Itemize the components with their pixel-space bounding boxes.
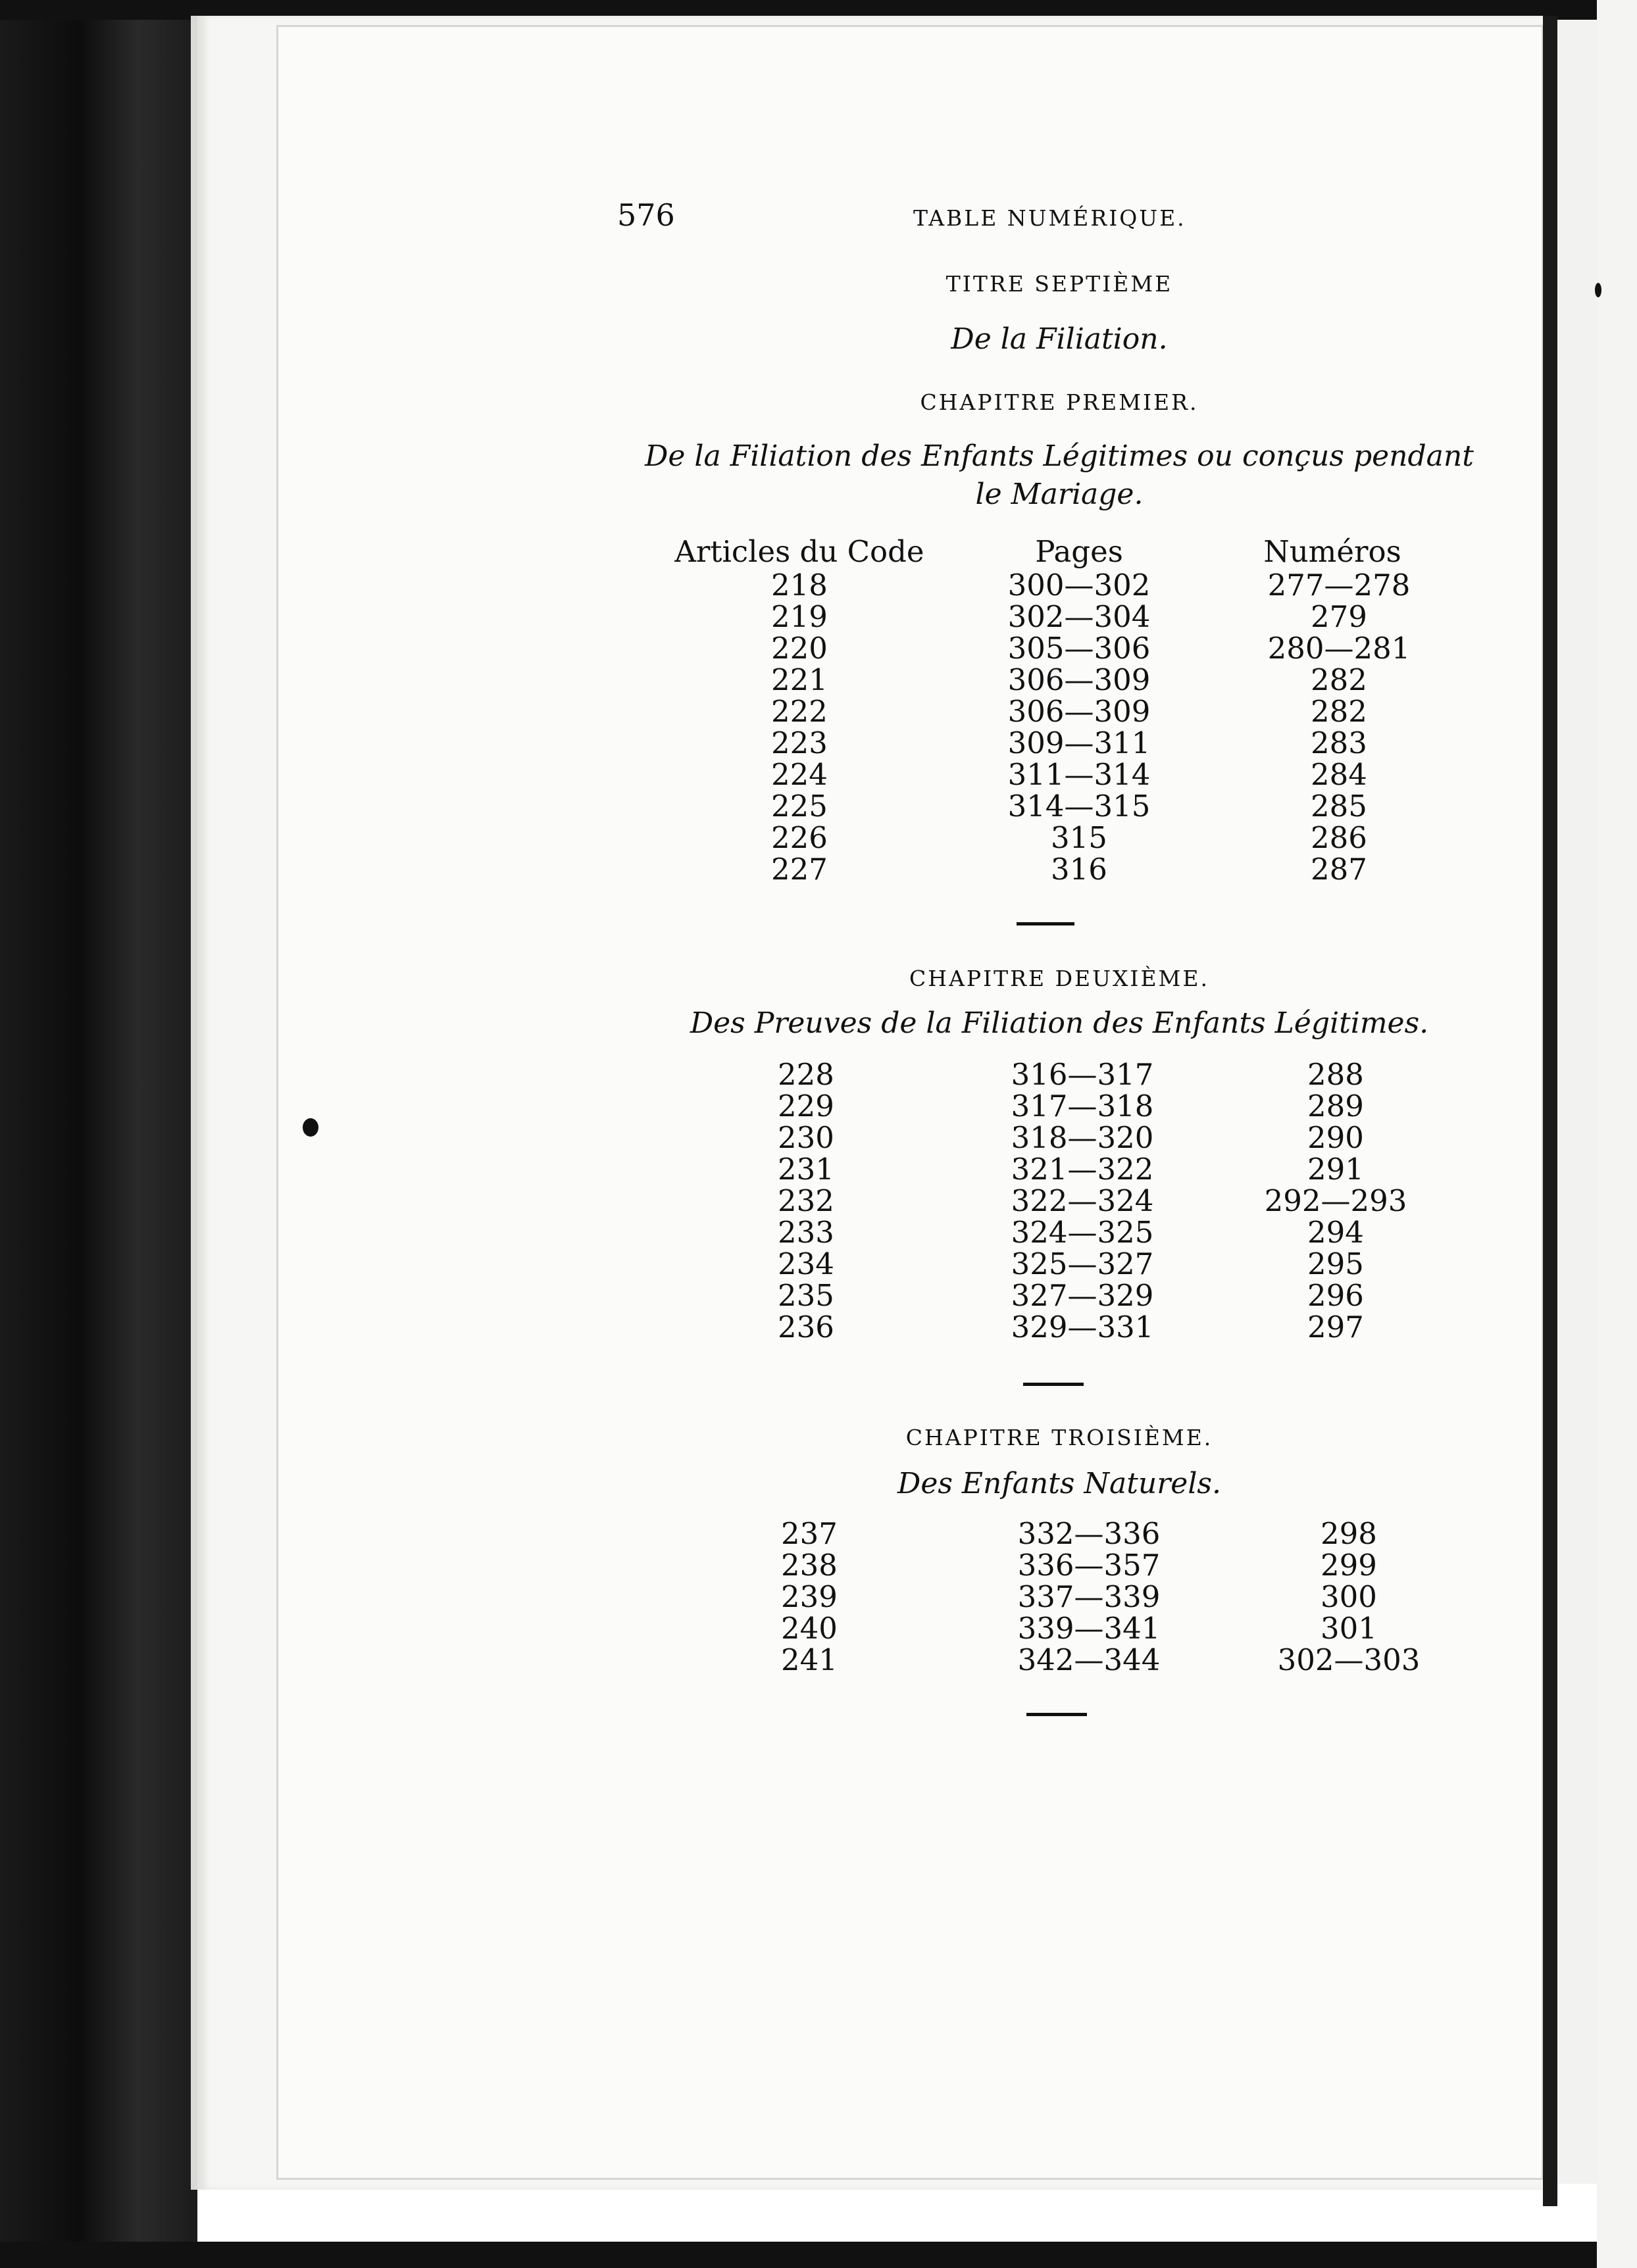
table-cell: 337—339	[1017, 1579, 1161, 1614]
table-cell: 226	[771, 820, 828, 855]
table-cell: 300—302	[1007, 568, 1151, 603]
table-cell: 284	[1311, 757, 1367, 792]
table-cell: 300	[1321, 1579, 1377, 1614]
table-cell: 314—315	[1007, 789, 1151, 824]
table-cell: 298	[1321, 1516, 1377, 1551]
table-cell: 231	[778, 1152, 834, 1187]
table-cell: 299	[1321, 1548, 1377, 1583]
table-cell: 228	[778, 1057, 834, 1092]
table-cell: 296	[1307, 1278, 1364, 1313]
table-cell: 342—344	[1017, 1642, 1161, 1677]
table-cell: 236	[778, 1310, 834, 1344]
table-cell: 292—293	[1264, 1183, 1407, 1218]
table-cell: 223	[771, 726, 828, 760]
table-cell: 339—341	[1017, 1611, 1161, 1646]
table-cell: 233	[778, 1215, 834, 1250]
table-cell: 316	[1051, 852, 1107, 887]
table-cell: 237	[781, 1516, 838, 1551]
chapter1-title-line1: De la Filiation des Enfants Légitimes ou conçus pendant	[645, 439, 1474, 473]
pages-column	[980, 570, 1178, 885]
table-cell: 220	[771, 631, 828, 666]
table-cell: 277—278	[1267, 568, 1411, 603]
table-cell: 321—322	[1011, 1152, 1154, 1187]
table-cell: 279	[1311, 599, 1367, 634]
table-cell: 289	[1307, 1089, 1364, 1123]
table-cell: 219	[771, 599, 828, 634]
table-cell: 305—306	[1007, 631, 1151, 666]
chapter1-title-line2: le Mariage.	[975, 478, 1144, 511]
table-cell: 302—303	[1277, 1642, 1421, 1677]
table-cell: 288	[1307, 1057, 1364, 1092]
table-cell: 285	[1311, 789, 1367, 824]
running-title: TABLE NUMÉRIQUE.	[913, 205, 1186, 231]
table-cell: 283	[1311, 726, 1367, 760]
pages-column	[984, 1059, 1181, 1343]
table-cell: 318—320	[1011, 1120, 1154, 1155]
table-cell: 297	[1307, 1310, 1364, 1344]
table-cell: 221	[771, 662, 828, 697]
table-cell: 234	[778, 1246, 834, 1281]
section-divider	[1026, 1713, 1087, 1716]
table-cell: 301	[1321, 1611, 1377, 1646]
table-cell: 294	[1307, 1215, 1364, 1250]
book-spine-edge	[0, 0, 197, 2268]
ink-speck	[1595, 283, 1601, 297]
table-cell: 316—317	[1011, 1057, 1154, 1092]
table-cell: 324—325	[1011, 1215, 1154, 1250]
table-cell: 218	[771, 568, 828, 603]
table-cell: 241	[781, 1642, 838, 1677]
table-cell: 322—324	[1011, 1183, 1154, 1218]
table-cell: 287	[1311, 852, 1367, 887]
table-cell: 336—357	[1017, 1548, 1161, 1583]
scan-right-margin	[1597, 0, 1637, 2268]
chapter2-heading: CHAPITRE DEUXIÈME.	[909, 966, 1209, 991]
column-header-articles: Articles du Code	[674, 534, 924, 569]
table-cell: 290	[1307, 1120, 1364, 1155]
table-cell: 229	[778, 1089, 834, 1123]
numeros-column	[1250, 1518, 1448, 1676]
table-cell: 282	[1311, 662, 1367, 697]
table-cell: 222	[771, 694, 828, 729]
table-cell: 235	[778, 1278, 834, 1313]
chapter2-title: Des Preuves de la Filiation des Enfants Légitimes.	[690, 1006, 1429, 1040]
table-cell: 225	[771, 789, 828, 824]
ink-speck	[303, 1118, 318, 1137]
right-gutter	[1543, 16, 1557, 2206]
table-cell: 240	[781, 1611, 838, 1646]
table-cell: 315	[1051, 820, 1107, 855]
table-cell: 302—304	[1007, 599, 1151, 634]
pages-column	[990, 1518, 1188, 1676]
table-cell: 317—318	[1011, 1089, 1154, 1123]
table-cell: 306—309	[1007, 662, 1151, 697]
articles-column	[734, 570, 865, 885]
articles-column	[743, 1518, 875, 1676]
scan-bottom-border	[0, 2242, 1637, 2268]
titre-heading: TITRE SEPTIÈME	[945, 271, 1173, 297]
table-cell: 238	[781, 1548, 838, 1583]
section-divider	[1017, 922, 1074, 925]
section-divider	[1023, 1383, 1084, 1386]
numeros-column	[1237, 1059, 1434, 1343]
table-cell: 280—281	[1267, 631, 1411, 666]
chapter3-heading: CHAPITRE TROISIÈME.	[905, 1425, 1213, 1450]
table-cell: 282	[1311, 694, 1367, 729]
table-cell: 329—331	[1011, 1310, 1154, 1344]
table-cell: 332—336	[1017, 1516, 1161, 1551]
table-cell: 311—314	[1007, 757, 1151, 792]
column-header-numeros: Numéros	[1263, 534, 1401, 569]
articles-column	[740, 1059, 872, 1343]
table-cell: 224	[771, 757, 828, 792]
table-cell: 327—329	[1011, 1278, 1154, 1313]
table-cell: 230	[778, 1120, 834, 1155]
page-number: 576	[617, 197, 675, 233]
table-cell: 325—327	[1011, 1246, 1154, 1281]
facing-page-edge	[1557, 20, 1597, 2184]
chapter1-heading: CHAPITRE PREMIER.	[920, 389, 1199, 415]
table-cell: 295	[1307, 1246, 1364, 1281]
table-cell: 239	[781, 1579, 838, 1614]
titre-subtitle: De la Filiation.	[951, 322, 1168, 356]
column-header-pages: Pages	[1035, 534, 1123, 569]
table-cell: 232	[778, 1183, 834, 1218]
table-cell: 306—309	[1007, 694, 1151, 729]
chapter3-title: Des Enfants Naturels.	[897, 1467, 1221, 1500]
table-cell: 291	[1307, 1152, 1364, 1187]
table-cell: 227	[771, 852, 828, 887]
table-cell: 286	[1311, 820, 1367, 855]
table-cell: 309—311	[1007, 726, 1151, 760]
numeros-column	[1240, 570, 1438, 885]
